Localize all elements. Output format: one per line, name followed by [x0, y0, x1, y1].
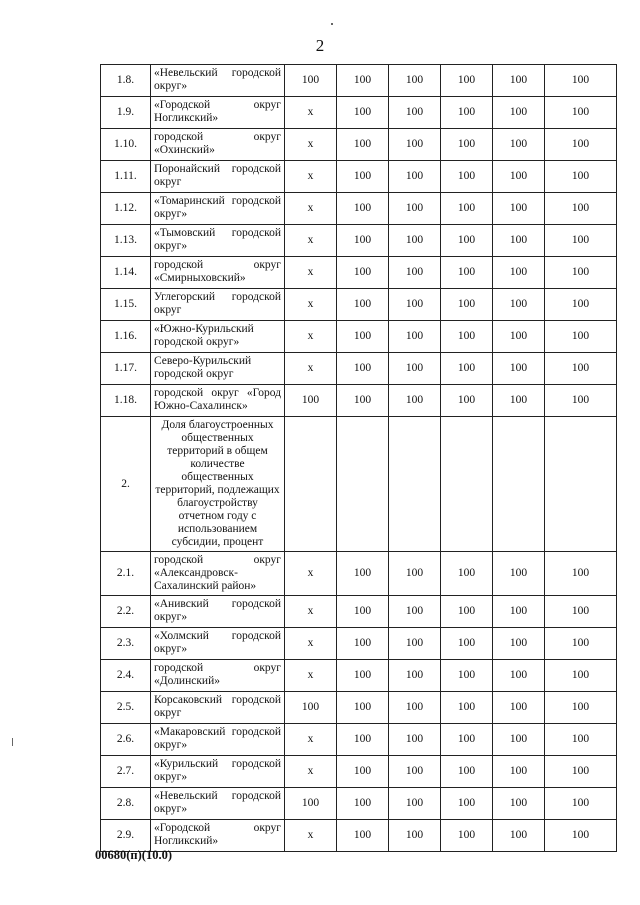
- value-cell: 100: [545, 660, 617, 692]
- value-cell: 100: [337, 820, 389, 852]
- value-cell: 100: [389, 788, 441, 820]
- value-cell: 100: [285, 788, 337, 820]
- value-cell: 100: [545, 788, 617, 820]
- value-cell: 100: [493, 161, 545, 193]
- value-cell: 100: [337, 552, 389, 596]
- row-number: 1.12.: [101, 193, 151, 225]
- value-cell: 100: [337, 161, 389, 193]
- table-row: [101, 161, 617, 193]
- value-cell: 100: [545, 289, 617, 321]
- row-number: 1.16.: [101, 321, 151, 353]
- value-cell: 100: [389, 724, 441, 756]
- value-cell: 100: [337, 788, 389, 820]
- row-number: 1.15.: [101, 289, 151, 321]
- value-cell: 100: [441, 193, 493, 225]
- row-number: 1.9.: [101, 97, 151, 129]
- value-cell: 100: [545, 161, 617, 193]
- value-cell: [389, 417, 441, 552]
- value-cell: 100: [545, 353, 617, 385]
- value-cell: 100: [545, 596, 617, 628]
- value-cell: 100: [337, 65, 389, 97]
- municipality-name: Доля благоустроенных общественных территорий в общем количестве общественных территорий, подлежащих благоустройству отчетном году с использованием субсидии, процент: [151, 417, 285, 552]
- value-cell: 100: [337, 660, 389, 692]
- value-cell: 100: [389, 596, 441, 628]
- row-number: 2.2.: [101, 596, 151, 628]
- value-cell: 100: [337, 385, 389, 417]
- table-row: [101, 820, 617, 852]
- value-cell: 100: [441, 692, 493, 724]
- row-number: 2.3.: [101, 628, 151, 660]
- value-cell: x: [285, 257, 337, 289]
- table-row: [101, 225, 617, 257]
- municipality-name: «Томаринский городской округ»: [151, 193, 285, 225]
- value-cell: 100: [285, 385, 337, 417]
- value-cell: x: [285, 756, 337, 788]
- municipality-name: городской округ «Долинский»: [151, 660, 285, 692]
- municipality-name: «Макаровский городской округ»: [151, 724, 285, 756]
- value-cell: 100: [493, 65, 545, 97]
- value-cell: 100: [389, 385, 441, 417]
- value-cell: 100: [545, 129, 617, 161]
- value-cell: x: [285, 193, 337, 225]
- municipality-name: Углегорский городской округ: [151, 289, 285, 321]
- value-cell: 100: [441, 321, 493, 353]
- table-row: [101, 289, 617, 321]
- value-cell: 100: [441, 552, 493, 596]
- municipality-name: «Тымовский городской округ»: [151, 225, 285, 257]
- scan-mark: [12, 738, 13, 746]
- value-cell: x: [285, 724, 337, 756]
- document-code: 00680(п)(10.0): [95, 848, 172, 862]
- value-cell: 100: [337, 289, 389, 321]
- value-cell: 100: [493, 596, 545, 628]
- value-cell: 100: [441, 129, 493, 161]
- value-cell: 100: [337, 321, 389, 353]
- value-cell: 100: [493, 129, 545, 161]
- table-row: [101, 193, 617, 225]
- value-cell: 100: [337, 628, 389, 660]
- row-number: 1.17.: [101, 353, 151, 385]
- value-cell: 100: [441, 353, 493, 385]
- value-cell: 100: [493, 193, 545, 225]
- value-cell: x: [285, 628, 337, 660]
- row-number: 2.6.: [101, 724, 151, 756]
- value-cell: 100: [389, 353, 441, 385]
- value-cell: x: [285, 660, 337, 692]
- row-number: 2.5.: [101, 692, 151, 724]
- value-cell: x: [285, 552, 337, 596]
- value-cell: 100: [493, 660, 545, 692]
- table-row: [101, 257, 617, 289]
- table-row: [101, 692, 617, 724]
- indicator-table: [100, 64, 617, 852]
- value-cell: 100: [545, 97, 617, 129]
- value-cell: 100: [493, 628, 545, 660]
- page-number: 2: [315, 36, 325, 55]
- value-cell: 100: [441, 289, 493, 321]
- value-cell: 100: [389, 628, 441, 660]
- value-cell: 100: [493, 257, 545, 289]
- value-cell: 100: [493, 385, 545, 417]
- value-cell: 100: [389, 289, 441, 321]
- table-row: [101, 129, 617, 161]
- value-cell: 100: [389, 225, 441, 257]
- table-row: [101, 628, 617, 660]
- municipality-name: городской округ «Охинский»: [151, 129, 285, 161]
- value-cell: [493, 417, 545, 552]
- table-row: [101, 552, 617, 596]
- value-cell: 100: [441, 820, 493, 852]
- value-cell: 100: [493, 225, 545, 257]
- municipality-name: Северо-Курильский городской округ: [151, 353, 285, 385]
- value-cell: 100: [337, 724, 389, 756]
- value-cell: x: [285, 596, 337, 628]
- value-cell: 100: [389, 692, 441, 724]
- value-cell: 100: [441, 756, 493, 788]
- value-cell: 100: [441, 628, 493, 660]
- value-cell: [545, 417, 617, 552]
- value-cell: x: [285, 321, 337, 353]
- table-row: [101, 788, 617, 820]
- row-number: 1.11.: [101, 161, 151, 193]
- municipality-name: «Невельский городской округ»: [151, 788, 285, 820]
- value-cell: 100: [493, 321, 545, 353]
- value-cell: 100: [441, 596, 493, 628]
- value-cell: x: [285, 289, 337, 321]
- row-number: 2.9.: [101, 820, 151, 852]
- municipality-name: Корсаковский городской округ: [151, 692, 285, 724]
- table-row: [101, 417, 617, 552]
- row-number: 1.10.: [101, 129, 151, 161]
- row-number: 2.8.: [101, 788, 151, 820]
- value-cell: 100: [337, 257, 389, 289]
- value-cell: 100: [493, 788, 545, 820]
- row-number: 1.8.: [101, 65, 151, 97]
- row-number: 2.1.: [101, 552, 151, 596]
- value-cell: 100: [389, 756, 441, 788]
- row-number: 2.7.: [101, 756, 151, 788]
- row-number: 2.: [101, 417, 151, 552]
- value-cell: 100: [337, 353, 389, 385]
- value-cell: 100: [493, 552, 545, 596]
- value-cell: 100: [545, 225, 617, 257]
- table-row: [101, 596, 617, 628]
- municipality-name: «Холмский городской округ»: [151, 628, 285, 660]
- table-row: [101, 353, 617, 385]
- value-cell: 100: [545, 193, 617, 225]
- value-cell: 100: [389, 65, 441, 97]
- value-cell: x: [285, 161, 337, 193]
- municipality-name: городской округ «Александровск-Сахалинский район»: [151, 552, 285, 596]
- value-cell: 100: [441, 161, 493, 193]
- value-cell: 100: [545, 692, 617, 724]
- value-cell: 100: [493, 820, 545, 852]
- value-cell: 100: [441, 97, 493, 129]
- value-cell: 100: [389, 129, 441, 161]
- municipality-name: «Городской округ Ногликский»: [151, 820, 285, 852]
- value-cell: 100: [337, 129, 389, 161]
- value-cell: [441, 417, 493, 552]
- municipality-name: «Городской округ Ногликский»: [151, 97, 285, 129]
- value-cell: 100: [389, 161, 441, 193]
- table-row: [101, 660, 617, 692]
- table-row: [101, 321, 617, 353]
- value-cell: 100: [545, 385, 617, 417]
- municipality-name: «Невельский городской округ»: [151, 65, 285, 97]
- value-cell: x: [285, 97, 337, 129]
- value-cell: [285, 417, 337, 552]
- municipality-name: «Анивский городской округ»: [151, 596, 285, 628]
- value-cell: 100: [493, 724, 545, 756]
- value-cell: 100: [285, 692, 337, 724]
- value-cell: 100: [545, 65, 617, 97]
- value-cell: 100: [285, 65, 337, 97]
- value-cell: 100: [545, 724, 617, 756]
- value-cell: 100: [389, 552, 441, 596]
- value-cell: 100: [441, 660, 493, 692]
- row-number: 1.14.: [101, 257, 151, 289]
- value-cell: 100: [389, 660, 441, 692]
- value-cell: 100: [441, 724, 493, 756]
- value-cell: 100: [337, 692, 389, 724]
- value-cell: 100: [545, 628, 617, 660]
- row-number: 2.4.: [101, 660, 151, 692]
- table-row: [101, 385, 617, 417]
- table-body: [101, 65, 617, 852]
- municipality-name: Поронайский городской округ: [151, 161, 285, 193]
- value-cell: x: [285, 820, 337, 852]
- value-cell: x: [285, 225, 337, 257]
- value-cell: x: [285, 353, 337, 385]
- value-cell: 100: [545, 552, 617, 596]
- value-cell: 100: [337, 596, 389, 628]
- table-row: [101, 724, 617, 756]
- value-cell: 100: [493, 97, 545, 129]
- value-cell: 100: [545, 257, 617, 289]
- value-cell: 100: [441, 65, 493, 97]
- value-cell: 100: [337, 193, 389, 225]
- value-cell: 100: [493, 353, 545, 385]
- value-cell: 100: [545, 820, 617, 852]
- table-row: [101, 65, 617, 97]
- value-cell: 100: [337, 756, 389, 788]
- value-cell: 100: [389, 820, 441, 852]
- value-cell: 100: [337, 97, 389, 129]
- value-cell: 100: [389, 97, 441, 129]
- value-cell: 100: [545, 321, 617, 353]
- value-cell: x: [285, 129, 337, 161]
- scan-mark: [331, 23, 333, 25]
- table-row: [101, 97, 617, 129]
- value-cell: 100: [441, 225, 493, 257]
- value-cell: 100: [337, 225, 389, 257]
- value-cell: 100: [493, 289, 545, 321]
- value-cell: 100: [389, 321, 441, 353]
- value-cell: 100: [389, 257, 441, 289]
- value-cell: 100: [493, 692, 545, 724]
- table-row: [101, 756, 617, 788]
- value-cell: 100: [441, 385, 493, 417]
- value-cell: [337, 417, 389, 552]
- value-cell: 100: [441, 788, 493, 820]
- row-number: 1.13.: [101, 225, 151, 257]
- row-number: 1.18.: [101, 385, 151, 417]
- value-cell: 100: [493, 756, 545, 788]
- value-cell: 100: [441, 257, 493, 289]
- value-cell: 100: [389, 193, 441, 225]
- municipality-name: городской округ «Город Южно-Сахалинск»: [151, 385, 285, 417]
- municipality-name: городской округ «Смирныховский»: [151, 257, 285, 289]
- value-cell: 100: [545, 756, 617, 788]
- municipality-name: «Южно-Курильский городской округ»: [151, 321, 285, 353]
- municipality-name: «Курильский городской округ»: [151, 756, 285, 788]
